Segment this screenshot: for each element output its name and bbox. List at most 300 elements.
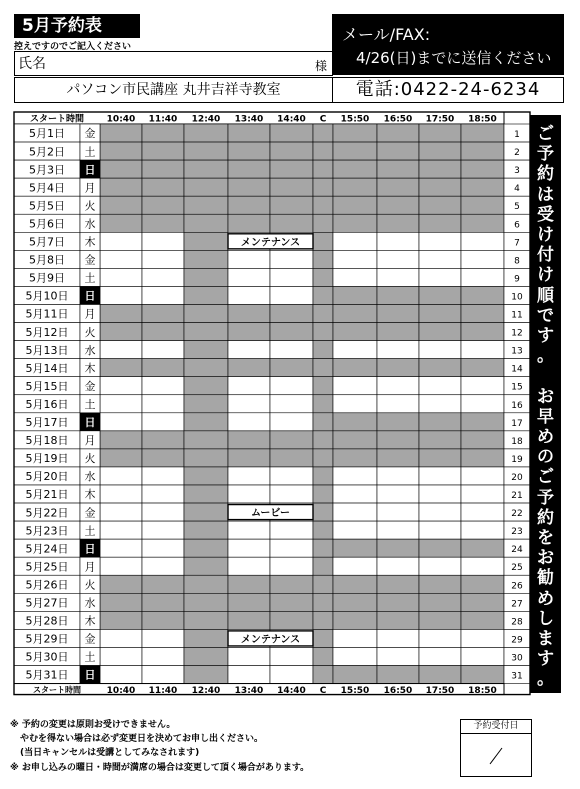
slot-cell[interactable] — [461, 142, 504, 160]
slot-cell[interactable] — [184, 413, 228, 431]
slot-cell[interactable] — [377, 341, 419, 359]
slot-cell[interactable] — [333, 250, 377, 268]
slot-cell[interactable] — [333, 359, 377, 377]
slot-cell[interactable] — [270, 142, 313, 160]
slot-cell[interactable] — [270, 124, 313, 142]
slot-cell[interactable] — [228, 305, 270, 323]
slot-cell[interactable] — [184, 467, 228, 485]
slot-cell[interactable] — [142, 575, 184, 593]
slot-cell[interactable] — [142, 449, 184, 467]
slot-cell[interactable] — [142, 395, 184, 413]
slot-cell[interactable] — [142, 431, 184, 449]
slot-cell[interactable] — [184, 431, 228, 449]
slot-cell[interactable] — [142, 124, 184, 142]
slot-cell[interactable] — [142, 539, 184, 557]
slot-cell[interactable] — [270, 449, 313, 467]
slot-cell[interactable] — [377, 178, 419, 196]
slot-cell[interactable] — [419, 557, 461, 575]
slot-cell[interactable] — [377, 377, 419, 395]
slot-cell[interactable] — [461, 323, 504, 341]
slot-cell[interactable] — [419, 160, 461, 178]
slot-cell[interactable] — [333, 593, 377, 611]
slot-cell[interactable] — [419, 539, 461, 557]
slot-cell[interactable] — [100, 160, 142, 178]
slot-cell[interactable] — [228, 286, 270, 304]
slot-cell[interactable] — [270, 467, 313, 485]
slot-cell[interactable] — [228, 377, 270, 395]
slot-cell[interactable] — [100, 232, 142, 250]
slot-cell[interactable] — [333, 214, 377, 232]
slot-cell[interactable] — [142, 647, 184, 665]
slot-cell[interactable] — [333, 557, 377, 575]
slot-cell[interactable] — [461, 503, 504, 521]
slot-cell[interactable] — [461, 341, 504, 359]
slot-cell[interactable] — [100, 467, 142, 485]
slot-cell[interactable] — [142, 467, 184, 485]
slot-cell[interactable] — [184, 449, 228, 467]
slot-cell[interactable] — [419, 666, 461, 684]
slot-cell[interactable] — [270, 666, 313, 684]
slot-cell[interactable] — [100, 557, 142, 575]
slot-cell[interactable] — [377, 575, 419, 593]
slot-cell[interactable] — [228, 485, 270, 503]
slot-cell[interactable] — [270, 268, 313, 286]
slot-cell[interactable] — [142, 232, 184, 250]
slot-cell[interactable] — [377, 431, 419, 449]
slot-cell[interactable] — [333, 178, 377, 196]
slot-cell[interactable] — [142, 557, 184, 575]
slot-cell[interactable] — [333, 124, 377, 142]
slot-cell[interactable] — [333, 503, 377, 521]
slot-cell[interactable] — [461, 305, 504, 323]
slot-cell[interactable] — [100, 250, 142, 268]
slot-cell[interactable] — [142, 666, 184, 684]
slot-cell[interactable] — [270, 377, 313, 395]
slot-cell[interactable] — [228, 395, 270, 413]
slot-cell[interactable] — [184, 268, 228, 286]
slot-cell[interactable] — [377, 286, 419, 304]
slot-cell[interactable] — [377, 521, 419, 539]
slot-cell[interactable] — [461, 395, 504, 413]
slot-cell[interactable] — [313, 413, 333, 431]
slot-cell[interactable] — [270, 214, 313, 232]
slot-cell[interactable] — [377, 142, 419, 160]
slot-cell[interactable] — [100, 413, 142, 431]
slot-cell[interactable] — [270, 395, 313, 413]
slot-cell[interactable] — [419, 341, 461, 359]
slot-cell[interactable] — [377, 449, 419, 467]
slot-cell[interactable] — [228, 124, 270, 142]
slot-cell[interactable] — [313, 142, 333, 160]
slot-cell[interactable] — [377, 232, 419, 250]
slot-cell[interactable] — [228, 214, 270, 232]
slot-cell[interactable] — [228, 449, 270, 467]
slot-cell[interactable] — [461, 539, 504, 557]
slot-cell[interactable] — [228, 142, 270, 160]
slot-cell[interactable] — [419, 178, 461, 196]
slot-cell[interactable] — [270, 557, 313, 575]
slot-cell[interactable] — [228, 611, 270, 629]
slot-cell[interactable] — [333, 160, 377, 178]
slot-cell[interactable] — [313, 214, 333, 232]
slot-cell[interactable] — [419, 611, 461, 629]
slot-cell[interactable] — [184, 575, 228, 593]
slot-cell[interactable] — [100, 323, 142, 341]
slot-cell[interactable] — [377, 124, 419, 142]
slot-cell[interactable] — [228, 521, 270, 539]
slot-cell[interactable] — [184, 666, 228, 684]
slot-cell[interactable] — [461, 214, 504, 232]
slot-cell[interactable] — [419, 413, 461, 431]
slot-cell[interactable] — [228, 323, 270, 341]
slot-cell[interactable] — [377, 196, 419, 214]
slot-cell[interactable] — [419, 359, 461, 377]
slot-cell[interactable] — [461, 286, 504, 304]
slot-cell[interactable] — [313, 341, 333, 359]
slot-cell[interactable] — [142, 305, 184, 323]
slot-cell[interactable] — [333, 666, 377, 684]
slot-cell[interactable] — [270, 593, 313, 611]
slot-cell[interactable] — [313, 232, 333, 250]
slot-cell[interactable] — [419, 449, 461, 467]
slot-cell[interactable] — [461, 124, 504, 142]
slot-cell[interactable] — [333, 575, 377, 593]
slot-cell[interactable] — [270, 413, 313, 431]
slot-cell[interactable] — [100, 521, 142, 539]
slot-cell[interactable] — [184, 196, 228, 214]
slot-cell[interactable] — [333, 467, 377, 485]
slot-cell[interactable] — [313, 377, 333, 395]
slot-cell[interactable] — [377, 359, 419, 377]
slot-cell[interactable] — [419, 305, 461, 323]
slot-cell[interactable] — [270, 341, 313, 359]
slot-cell[interactable] — [333, 341, 377, 359]
slot-cell[interactable] — [228, 250, 270, 268]
slot-cell[interactable] — [184, 611, 228, 629]
slot-cell[interactable] — [313, 485, 333, 503]
slot-cell[interactable] — [228, 431, 270, 449]
slot-cell[interactable] — [461, 449, 504, 467]
slot-cell[interactable] — [142, 593, 184, 611]
slot-cell[interactable] — [100, 575, 142, 593]
slot-cell[interactable] — [461, 647, 504, 665]
slot-cell[interactable] — [270, 160, 313, 178]
slot-cell[interactable] — [333, 395, 377, 413]
slot-cell[interactable] — [377, 305, 419, 323]
slot-cell[interactable] — [377, 647, 419, 665]
slot-cell[interactable] — [461, 178, 504, 196]
slot-cell[interactable] — [142, 611, 184, 629]
slot-cell[interactable] — [228, 359, 270, 377]
slot-cell[interactable] — [377, 214, 419, 232]
slot-cell[interactable] — [461, 593, 504, 611]
slot-cell[interactable] — [333, 268, 377, 286]
slot-cell[interactable] — [228, 178, 270, 196]
slot-cell[interactable] — [142, 250, 184, 268]
slot-cell[interactable] — [270, 431, 313, 449]
slot-cell[interactable] — [100, 196, 142, 214]
slot-cell[interactable] — [270, 323, 313, 341]
slot-cell[interactable] — [228, 196, 270, 214]
slot-cell[interactable] — [270, 611, 313, 629]
slot-cell[interactable] — [377, 539, 419, 557]
slot-cell[interactable] — [419, 124, 461, 142]
slot-cell[interactable] — [419, 232, 461, 250]
slot-cell[interactable] — [461, 485, 504, 503]
slot-cell[interactable] — [333, 449, 377, 467]
slot-cell[interactable] — [184, 539, 228, 557]
slot-cell[interactable] — [184, 503, 228, 521]
slot-cell[interactable] — [142, 629, 184, 647]
slot-cell[interactable] — [313, 323, 333, 341]
slot-cell[interactable] — [142, 359, 184, 377]
slot-cell[interactable] — [142, 377, 184, 395]
slot-cell[interactable] — [461, 359, 504, 377]
slot-cell[interactable] — [313, 666, 333, 684]
slot-cell[interactable] — [461, 611, 504, 629]
slot-cell[interactable] — [461, 666, 504, 684]
slot-cell[interactable] — [377, 593, 419, 611]
slot-cell[interactable] — [313, 593, 333, 611]
slot-cell[interactable] — [270, 305, 313, 323]
slot-cell[interactable] — [419, 286, 461, 304]
slot-cell[interactable] — [333, 539, 377, 557]
slot-cell[interactable] — [333, 521, 377, 539]
slot-cell[interactable] — [377, 666, 419, 684]
slot-cell[interactable] — [419, 214, 461, 232]
slot-cell[interactable] — [461, 629, 504, 647]
slot-cell[interactable] — [377, 557, 419, 575]
slot-cell[interactable] — [270, 647, 313, 665]
slot-cell[interactable] — [461, 232, 504, 250]
slot-cell[interactable] — [333, 196, 377, 214]
slot-cell[interactable] — [313, 160, 333, 178]
slot-cell[interactable] — [377, 611, 419, 629]
slot-cell[interactable] — [377, 250, 419, 268]
slot-cell[interactable] — [313, 305, 333, 323]
slot-cell[interactable] — [142, 485, 184, 503]
slot-cell[interactable] — [270, 485, 313, 503]
slot-cell[interactable] — [184, 214, 228, 232]
slot-cell[interactable] — [333, 142, 377, 160]
slot-cell[interactable] — [100, 593, 142, 611]
slot-cell[interactable] — [419, 377, 461, 395]
slot-cell[interactable] — [419, 647, 461, 665]
slot-cell[interactable] — [313, 647, 333, 665]
slot-cell[interactable] — [100, 142, 142, 160]
slot-cell[interactable] — [142, 413, 184, 431]
slot-cell[interactable] — [184, 160, 228, 178]
slot-cell[interactable] — [333, 286, 377, 304]
slot-cell[interactable] — [313, 611, 333, 629]
slot-cell[interactable] — [313, 196, 333, 214]
slot-cell[interactable] — [313, 286, 333, 304]
slot-cell[interactable] — [228, 647, 270, 665]
slot-cell[interactable] — [333, 232, 377, 250]
slot-cell[interactable] — [333, 611, 377, 629]
slot-cell[interactable] — [100, 449, 142, 467]
slot-cell[interactable] — [333, 323, 377, 341]
slot-cell[interactable] — [377, 485, 419, 503]
slot-cell[interactable] — [184, 593, 228, 611]
slot-cell[interactable] — [100, 305, 142, 323]
slot-cell[interactable] — [377, 413, 419, 431]
slot-cell[interactable] — [461, 250, 504, 268]
slot-cell[interactable] — [419, 467, 461, 485]
slot-cell[interactable] — [184, 377, 228, 395]
slot-cell[interactable] — [270, 286, 313, 304]
slot-cell[interactable] — [184, 232, 228, 250]
slot-cell[interactable] — [313, 449, 333, 467]
slot-cell[interactable] — [313, 359, 333, 377]
slot-cell[interactable] — [142, 196, 184, 214]
slot-cell[interactable] — [142, 341, 184, 359]
slot-cell[interactable] — [419, 593, 461, 611]
slot-cell[interactable] — [184, 341, 228, 359]
slot-cell[interactable] — [461, 268, 504, 286]
slot-cell[interactable] — [313, 521, 333, 539]
slot-cell[interactable] — [313, 539, 333, 557]
slot-cell[interactable] — [228, 268, 270, 286]
slot-cell[interactable] — [333, 305, 377, 323]
slot-cell[interactable] — [100, 214, 142, 232]
slot-cell[interactable] — [142, 323, 184, 341]
slot-cell[interactable] — [270, 196, 313, 214]
slot-cell[interactable] — [270, 178, 313, 196]
slot-cell[interactable] — [333, 647, 377, 665]
slot-cell[interactable] — [313, 395, 333, 413]
slot-cell[interactable] — [228, 575, 270, 593]
slot-cell[interactable] — [100, 178, 142, 196]
slot-cell[interactable] — [333, 485, 377, 503]
slot-cell[interactable] — [100, 647, 142, 665]
slot-cell[interactable] — [313, 431, 333, 449]
slot-cell[interactable] — [184, 359, 228, 377]
slot-cell[interactable] — [419, 521, 461, 539]
slot-cell[interactable] — [377, 467, 419, 485]
slot-cell[interactable] — [184, 178, 228, 196]
slot-cell[interactable] — [313, 629, 333, 647]
slot-cell[interactable] — [100, 268, 142, 286]
slot-cell[interactable] — [184, 629, 228, 647]
slot-cell[interactable] — [100, 341, 142, 359]
slot-cell[interactable] — [313, 557, 333, 575]
slot-cell[interactable] — [142, 142, 184, 160]
slot-cell[interactable] — [228, 539, 270, 557]
slot-cell[interactable] — [270, 539, 313, 557]
slot-cell[interactable] — [461, 521, 504, 539]
slot-cell[interactable] — [333, 377, 377, 395]
slot-cell[interactable] — [184, 250, 228, 268]
slot-cell[interactable] — [100, 503, 142, 521]
slot-cell[interactable] — [184, 142, 228, 160]
slot-cell[interactable] — [419, 142, 461, 160]
slot-cell[interactable] — [333, 413, 377, 431]
slot-cell[interactable] — [461, 160, 504, 178]
slot-cell[interactable] — [333, 629, 377, 647]
slot-cell[interactable] — [313, 250, 333, 268]
slot-cell[interactable] — [461, 467, 504, 485]
slot-cell[interactable] — [142, 214, 184, 232]
slot-cell[interactable] — [270, 250, 313, 268]
slot-cell[interactable] — [419, 395, 461, 413]
slot-cell[interactable] — [228, 593, 270, 611]
slot-cell[interactable] — [333, 431, 377, 449]
slot-cell[interactable] — [228, 557, 270, 575]
slot-cell[interactable] — [419, 431, 461, 449]
slot-cell[interactable] — [419, 250, 461, 268]
slot-cell[interactable] — [461, 431, 504, 449]
slot-cell[interactable] — [100, 431, 142, 449]
slot-cell[interactable] — [100, 485, 142, 503]
slot-cell[interactable] — [184, 286, 228, 304]
slot-cell[interactable] — [313, 178, 333, 196]
slot-cell[interactable] — [184, 305, 228, 323]
slot-cell[interactable] — [142, 286, 184, 304]
slot-cell[interactable] — [100, 611, 142, 629]
slot-cell[interactable] — [142, 268, 184, 286]
slot-cell[interactable] — [461, 575, 504, 593]
slot-cell[interactable] — [419, 575, 461, 593]
slot-cell[interactable] — [377, 395, 419, 413]
slot-cell[interactable] — [313, 268, 333, 286]
slot-cell[interactable] — [100, 377, 142, 395]
slot-cell[interactable] — [377, 268, 419, 286]
slot-cell[interactable] — [461, 413, 504, 431]
slot-cell[interactable] — [100, 539, 142, 557]
slot-cell[interactable] — [377, 160, 419, 178]
slot-cell[interactable] — [228, 341, 270, 359]
slot-cell[interactable] — [184, 323, 228, 341]
slot-cell[interactable] — [100, 395, 142, 413]
slot-cell[interactable] — [313, 124, 333, 142]
slot-cell[interactable] — [184, 647, 228, 665]
slot-cell[interactable] — [142, 521, 184, 539]
slot-cell[interactable] — [184, 124, 228, 142]
slot-cell[interactable] — [142, 160, 184, 178]
slot-cell[interactable] — [313, 575, 333, 593]
slot-cell[interactable] — [142, 503, 184, 521]
slot-cell[interactable] — [377, 503, 419, 521]
slot-cell[interactable] — [377, 323, 419, 341]
slot-cell[interactable] — [228, 467, 270, 485]
slot-cell[interactable] — [461, 196, 504, 214]
slot-cell[interactable] — [142, 178, 184, 196]
slot-cell[interactable] — [100, 124, 142, 142]
slot-cell[interactable] — [419, 485, 461, 503]
slot-cell[interactable] — [100, 629, 142, 647]
slot-cell[interactable] — [419, 503, 461, 521]
slot-cell[interactable] — [377, 629, 419, 647]
slot-cell[interactable] — [461, 377, 504, 395]
slot-cell[interactable] — [313, 503, 333, 521]
slot-cell[interactable] — [228, 413, 270, 431]
slot-cell[interactable] — [228, 666, 270, 684]
slot-cell[interactable] — [313, 467, 333, 485]
slot-cell[interactable] — [270, 521, 313, 539]
slot-cell[interactable] — [419, 323, 461, 341]
slot-cell[interactable] — [100, 359, 142, 377]
slot-cell[interactable] — [461, 557, 504, 575]
slot-cell[interactable] — [184, 485, 228, 503]
slot-cell[interactable] — [419, 268, 461, 286]
slot-cell[interactable] — [419, 629, 461, 647]
slot-cell[interactable] — [100, 666, 142, 684]
slot-cell[interactable] — [184, 557, 228, 575]
slot-cell[interactable] — [184, 395, 228, 413]
slot-cell[interactable] — [270, 575, 313, 593]
slot-cell[interactable] — [270, 359, 313, 377]
